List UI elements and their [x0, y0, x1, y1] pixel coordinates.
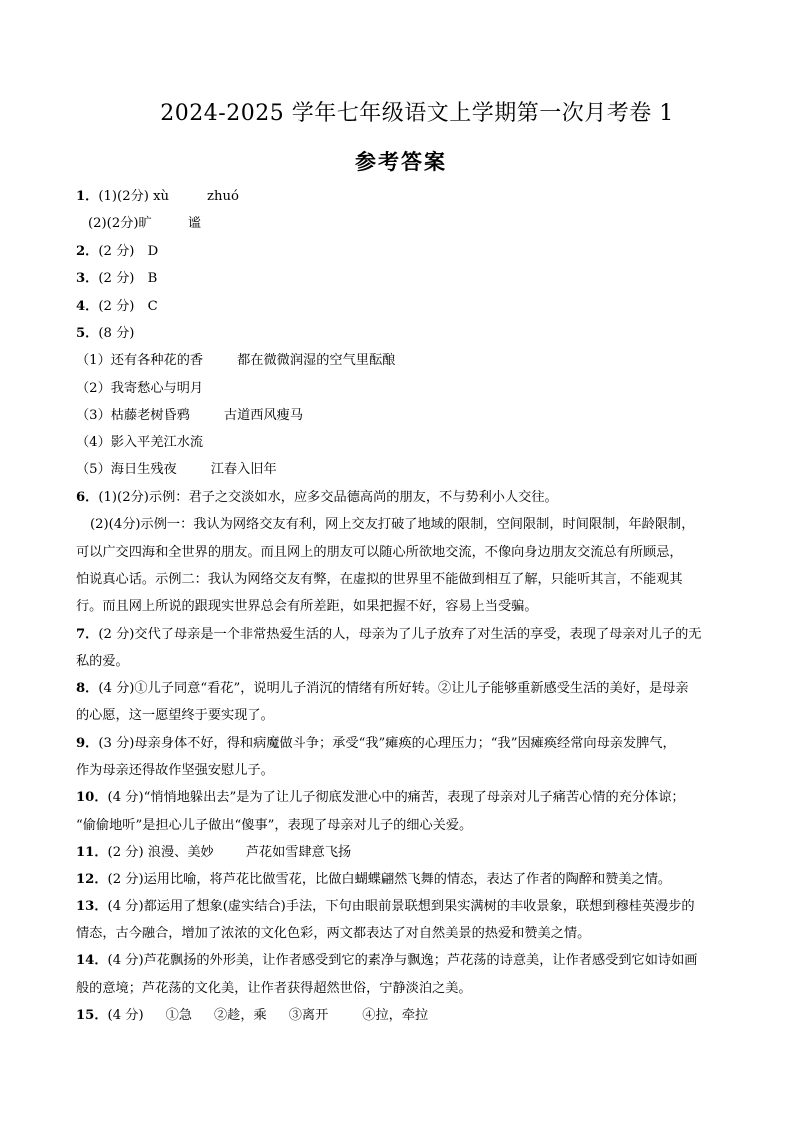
answer-11	[76, 844, 726, 862]
answer-2	[76, 243, 726, 261]
question-number: 13．	[76, 899, 108, 914]
answer-text: (2 分)交代了母亲是一个非常热爱生活的人，母亲为了儿子放弃了对生活的享受，表现了母亲对儿子的无	[98, 627, 702, 642]
answer-5-item	[76, 407, 726, 425]
document-subtitle: 参考答案	[355, 149, 447, 174]
answer-text: (2 分) 浪漫、美妙	[107, 845, 214, 860]
answer-6-line: (2)(4分)示例一：我认为网络交友有利，网上交友打破了地域的限制，空间限制，时间限制，年龄限制，	[90, 517, 695, 532]
answer-3	[76, 270, 726, 288]
answer-item: ③离开	[288, 1008, 329, 1023]
answer-10	[76, 789, 726, 807]
answer-item: ②趁，乘	[213, 1008, 267, 1023]
answer-1-part-1: (1)(2分) xù	[98, 189, 170, 204]
answer-5-item	[76, 434, 726, 452]
answer-text: (4 分)	[107, 1008, 144, 1023]
answer-9-line: 作为母亲还得故作坚强安慰儿子。	[76, 763, 274, 778]
answer-text: (1)(2分)示例：君子之交淡如水，应多交品德高尚的朋友，不与势利小人交往。	[98, 490, 558, 505]
answer-8	[76, 680, 726, 698]
answer-5-item	[76, 461, 726, 479]
question-number: 12．	[76, 872, 108, 887]
question-number: 1．	[76, 189, 99, 204]
answer-1-part-2-second: 谧	[187, 216, 201, 231]
answer-text: (2 分) D	[98, 244, 159, 259]
answer-text: (2 分) B	[98, 271, 158, 286]
poem-line: 江春入旧年	[210, 462, 277, 477]
question-number: 8．	[76, 681, 99, 696]
answer-1-part-1-second: zhuó	[207, 189, 239, 204]
answer-12	[76, 871, 726, 889]
answer-15	[76, 1007, 726, 1025]
question-number: 15．	[76, 1008, 108, 1023]
answer-6-line: 可以广交四海和全世界的朋友。而且网上的朋友可以随心所欲地交流，不像向身边朋友交流总有所顾忌，	[76, 545, 683, 560]
answer-14	[76, 952, 726, 970]
poem-line: 古道西风瘦马	[223, 408, 304, 423]
answer-text: (4 分)“悄悄地躲出去”是为了让儿子彻底发泄心中的痛苦，表现了母亲对儿子痛苦心情的充分体谅；	[107, 790, 685, 805]
question-number: 5．	[76, 326, 99, 341]
answer-text: (2 分) C	[98, 299, 158, 314]
answer-text: 芦花如雪肆意飞扬	[245, 845, 352, 860]
poem-line: （5）海日生残夜	[76, 462, 177, 477]
answer-7-line: 私的爱。	[76, 654, 129, 669]
poem-line: （4）影入平羌江水流	[76, 435, 204, 450]
answer-1	[76, 188, 726, 206]
answer-5-item	[76, 380, 726, 398]
answer-text: (3 分)母亲身体不好，得和病魔做斗争；承受“我”瘫痪的心理压力；“我”因瘫痪经常向母亲发脾气，	[98, 736, 676, 751]
question-number: 3．	[76, 271, 99, 286]
poem-line: （1）还有各种花的香	[76, 353, 204, 368]
question-number: 2．	[76, 244, 99, 259]
answer-text: (4 分)芦花飘扬的外形美，让作者感受到它的素净与飘逸；芦花荡的诗意美，让作者感受到它如诗如画	[107, 953, 698, 968]
answer-6-line: 怕说真心话。示例二：我认为网络交友有弊，在虚拟的世界里不能做到相互了解，只能听其言，不能观其	[76, 572, 683, 587]
question-number: 4．	[76, 299, 99, 314]
poem-line: （3）枯藤老树昏鸦	[76, 408, 190, 423]
answer-5	[76, 325, 726, 343]
answer-text: (8 分)	[98, 326, 135, 341]
answer-7	[76, 626, 726, 644]
question-number: 6．	[76, 490, 99, 505]
answer-item: ①急	[165, 1008, 192, 1023]
answer-text: (4 分)都运用了想象(虚实结合)手法，下句由眼前景联想到果实满树的丰收景象，联想到穆桂英漫步的	[107, 899, 695, 914]
question-number: 7．	[76, 627, 99, 642]
question-number: 9．	[76, 736, 99, 751]
answer-6	[76, 489, 726, 507]
answer-10-line: “偷偷地听”是担心儿子做出“傻事”，表现了母亲对儿子的细心关爱。	[76, 818, 473, 833]
document-title: 2024-2025 学年七年级语文上学期第一次月考卷 1	[160, 101, 674, 126]
answer-14-line: 般的意境；芦花荡的文化美，让作者获得超然世俗，宁静淡泊之美。	[76, 981, 472, 996]
answer-13-line: 情态，古今融合，增加了浓浓的文化色彩，两文都表达了对自然美景的热爱和赞美之情。	[76, 926, 591, 941]
question-number: 14．	[76, 953, 108, 968]
question-number: 10．	[76, 790, 108, 805]
poem-line: 都在微微润湿的空气里酝酿	[237, 353, 396, 368]
answer-item: ④拉，牵拉	[362, 1008, 429, 1023]
answer-8-line: 的心愿，这一愿望终于要实现了。	[76, 708, 274, 723]
answer-5-item	[76, 352, 726, 370]
answer-1-sub-2	[88, 215, 738, 233]
question-number: 11．	[76, 845, 108, 860]
answer-13	[76, 898, 726, 916]
answer-9	[76, 735, 726, 753]
answer-1-part-2: (2)(2分)旷	[88, 216, 152, 231]
answer-6-line: 行。而且网上所说的跟现实世界总会有所差距，如果把握不好，容易上当受骗。	[76, 599, 538, 614]
poem-line: （2）我寄愁心与明月	[76, 381, 204, 396]
answer-text: (2 分)运用比喻，将芦花比做雪花，比做白蝴蝶翩然飞舞的情态，表达了作者的陶醉和赞美之情。	[107, 872, 672, 887]
answer-4	[76, 298, 726, 316]
answer-text: (4 分)①儿子同意“看花”，说明儿子消沉的情绪有所好转。②让儿子能够重新感受生活的美好，是母亲	[98, 681, 689, 696]
